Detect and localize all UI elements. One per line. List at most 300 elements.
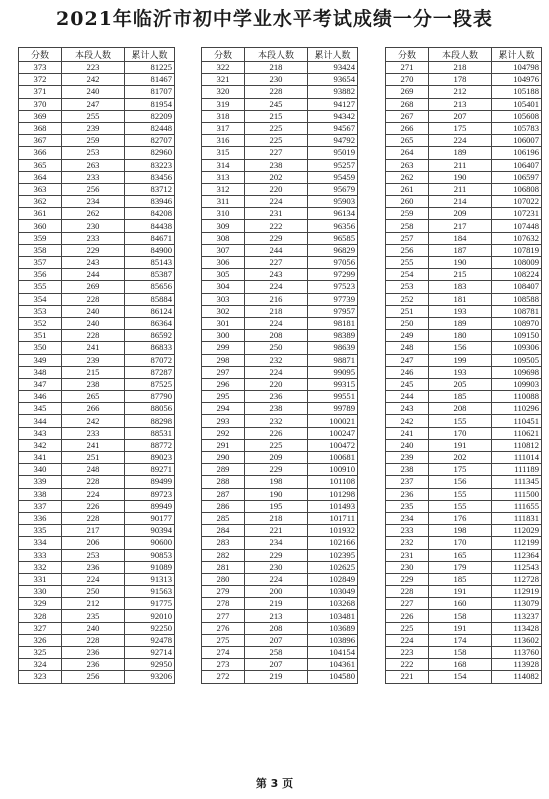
count-cell: 174 <box>429 634 492 646</box>
count-cell: 213 <box>429 98 492 110</box>
score-cell: 264 <box>386 147 429 159</box>
cumulative-cell: 109903 <box>492 378 542 390</box>
table-row <box>202 391 358 403</box>
table-row <box>202 537 358 549</box>
count-cell: 225 <box>245 122 308 134</box>
cumulative-cell: 84900 <box>125 244 175 256</box>
score-cell: 266 <box>386 122 429 134</box>
cumulative-cell: 100910 <box>308 464 358 476</box>
count-cell: 224 <box>245 573 308 585</box>
count-cell: 228 <box>62 330 125 342</box>
cumulative-cell: 94792 <box>308 135 358 147</box>
count-cell: 250 <box>245 342 308 354</box>
cumulative-cell: 81225 <box>125 62 175 74</box>
table-row <box>386 378 542 390</box>
count-cell: 156 <box>429 342 492 354</box>
cumulative-cell: 104976 <box>492 74 542 86</box>
count-cell: 243 <box>245 269 308 281</box>
score-cell: 319 <box>202 98 245 110</box>
score-cell: 362 <box>19 196 62 208</box>
count-cell: 206 <box>62 537 125 549</box>
count-cell: 238 <box>62 378 125 390</box>
score-cell: 237 <box>386 476 429 488</box>
count-cell: 175 <box>429 122 492 134</box>
table-row <box>19 74 175 86</box>
table-row <box>202 122 358 134</box>
cumulative-cell: 89949 <box>125 500 175 512</box>
table-row <box>202 220 358 232</box>
table-row <box>386 525 542 537</box>
score-cell: 255 <box>386 257 429 269</box>
cumulative-cell: 95019 <box>308 147 358 159</box>
table-row <box>386 427 542 439</box>
cumulative-cell: 99315 <box>308 378 358 390</box>
table-row <box>19 342 175 354</box>
table-row <box>202 62 358 74</box>
count-cell: 154 <box>429 671 492 683</box>
count-cell: 269 <box>62 281 125 293</box>
score-cell: 251 <box>386 305 429 317</box>
score-cell: 244 <box>386 391 429 403</box>
count-cell: 224 <box>245 196 308 208</box>
table-row <box>202 634 358 646</box>
count-cell: 241 <box>62 342 125 354</box>
table-row <box>202 257 358 269</box>
score-cell: 308 <box>202 232 245 244</box>
table-row <box>386 147 542 159</box>
cumulative-cell: 100247 <box>308 427 358 439</box>
header-count: 本段人数 <box>245 48 308 62</box>
count-cell: 244 <box>62 269 125 281</box>
page-title: 2021年临沂市初中学业水平考试成绩一分一段表 <box>56 8 493 30</box>
score-cell: 323 <box>19 671 62 683</box>
score-cell: 326 <box>19 634 62 646</box>
score-cell: 260 <box>386 196 429 208</box>
score-cell: 355 <box>19 281 62 293</box>
score-cell: 350 <box>19 342 62 354</box>
count-cell: 225 <box>245 135 308 147</box>
score-cell: 279 <box>202 586 245 598</box>
count-cell: 233 <box>62 427 125 439</box>
count-cell: 228 <box>62 476 125 488</box>
table-row <box>202 208 358 220</box>
count-cell: 224 <box>245 317 308 329</box>
count-cell: 168 <box>429 659 492 671</box>
score-cell: 371 <box>19 86 62 98</box>
cumulative-cell: 98181 <box>308 317 358 329</box>
count-cell: 240 <box>62 305 125 317</box>
count-cell: 228 <box>245 86 308 98</box>
table-row <box>19 98 175 110</box>
cumulative-cell: 112029 <box>492 525 542 537</box>
cumulative-cell: 110621 <box>492 427 542 439</box>
cumulative-cell: 110296 <box>492 403 542 415</box>
table-row <box>19 452 175 464</box>
score-cell: 300 <box>202 330 245 342</box>
count-cell: 236 <box>62 647 125 659</box>
table-row <box>19 500 175 512</box>
score-cell: 261 <box>386 183 429 195</box>
score-cell: 280 <box>202 573 245 585</box>
count-cell: 178 <box>429 74 492 86</box>
score-cell: 315 <box>202 147 245 159</box>
cumulative-cell: 88531 <box>125 427 175 439</box>
table-row <box>19 403 175 415</box>
score-cell: 354 <box>19 293 62 305</box>
table-row <box>202 622 358 634</box>
cumulative-cell: 97056 <box>308 257 358 269</box>
cumulative-cell: 103481 <box>308 610 358 622</box>
count-cell: 224 <box>245 281 308 293</box>
cumulative-cell: 95903 <box>308 196 358 208</box>
cumulative-cell: 98389 <box>308 330 358 342</box>
cumulative-cell: 100681 <box>308 452 358 464</box>
table-row <box>202 610 358 622</box>
score-cell: 328 <box>19 610 62 622</box>
score-cell: 325 <box>19 647 62 659</box>
score-cell: 278 <box>202 598 245 610</box>
table-row <box>19 549 175 561</box>
table-row <box>386 537 542 549</box>
cumulative-cell: 113928 <box>492 659 542 671</box>
cumulative-cell: 86364 <box>125 317 175 329</box>
cumulative-cell: 101493 <box>308 500 358 512</box>
cumulative-cell: 96134 <box>308 208 358 220</box>
table-row <box>386 183 542 195</box>
score-cell: 291 <box>202 439 245 451</box>
count-cell: 195 <box>245 500 308 512</box>
table-row <box>386 281 542 293</box>
cumulative-cell: 106597 <box>492 171 542 183</box>
table-row <box>19 122 175 134</box>
score-cell: 221 <box>386 671 429 683</box>
cumulative-cell: 82448 <box>125 122 175 134</box>
cumulative-cell: 106196 <box>492 147 542 159</box>
count-cell: 231 <box>245 208 308 220</box>
cumulative-cell: 105188 <box>492 86 542 98</box>
count-cell: 160 <box>429 598 492 610</box>
table-row <box>386 171 542 183</box>
table-row <box>202 549 358 561</box>
cumulative-cell: 113079 <box>492 598 542 610</box>
count-cell: 250 <box>62 586 125 598</box>
score-cell: 283 <box>202 537 245 549</box>
count-cell: 193 <box>429 305 492 317</box>
count-cell: 232 <box>245 415 308 427</box>
count-cell: 175 <box>429 464 492 476</box>
score-cell: 273 <box>202 659 245 671</box>
cumulative-cell: 104154 <box>308 647 358 659</box>
score-cell: 239 <box>386 452 429 464</box>
count-cell: 229 <box>245 232 308 244</box>
cumulative-cell: 95679 <box>308 183 358 195</box>
cumulative-cell: 103268 <box>308 598 358 610</box>
table-row <box>19 671 175 683</box>
table-row <box>386 269 542 281</box>
cumulative-cell: 89271 <box>125 464 175 476</box>
count-cell: 215 <box>429 269 492 281</box>
score-cell: 306 <box>202 257 245 269</box>
cumulative-cell: 84671 <box>125 232 175 244</box>
header-cumulative: 累计人数 <box>492 48 542 62</box>
cumulative-cell: 106808 <box>492 183 542 195</box>
table-row <box>19 537 175 549</box>
count-cell: 220 <box>245 183 308 195</box>
cumulative-cell: 109698 <box>492 366 542 378</box>
count-cell: 255 <box>62 110 125 122</box>
table-row <box>19 573 175 585</box>
score-cell: 310 <box>202 208 245 220</box>
table-row <box>386 196 542 208</box>
table-row <box>386 586 542 598</box>
count-cell: 218 <box>245 512 308 524</box>
cumulative-cell: 90600 <box>125 537 175 549</box>
score-cell: 233 <box>386 525 429 537</box>
table-row <box>202 378 358 390</box>
table-row <box>386 305 542 317</box>
count-cell: 224 <box>245 366 308 378</box>
table-row <box>386 98 542 110</box>
count-cell: 198 <box>245 476 308 488</box>
cumulative-cell: 111831 <box>492 512 542 524</box>
table-row <box>386 659 542 671</box>
count-cell: 207 <box>245 659 308 671</box>
cumulative-cell: 100021 <box>308 415 358 427</box>
table-row <box>202 439 358 451</box>
score-cell: 225 <box>386 622 429 634</box>
score-cell: 242 <box>386 415 429 427</box>
score-cell: 243 <box>386 403 429 415</box>
count-cell: 218 <box>245 305 308 317</box>
table-row <box>19 391 175 403</box>
cumulative-cell: 99095 <box>308 366 358 378</box>
table-row <box>202 452 358 464</box>
count-cell: 155 <box>429 488 492 500</box>
cumulative-cell: 91563 <box>125 586 175 598</box>
table-row <box>19 622 175 634</box>
cumulative-cell: 111345 <box>492 476 542 488</box>
count-cell: 230 <box>245 74 308 86</box>
cumulative-cell: 83456 <box>125 171 175 183</box>
score-cell: 298 <box>202 354 245 366</box>
table-row <box>386 354 542 366</box>
table-row <box>202 598 358 610</box>
count-cell: 190 <box>429 257 492 269</box>
cumulative-cell: 90177 <box>125 512 175 524</box>
score-cell: 281 <box>202 561 245 573</box>
count-cell: 183 <box>429 281 492 293</box>
cumulative-cell: 95257 <box>308 159 358 171</box>
score-cell: 292 <box>202 427 245 439</box>
cumulative-cell: 98871 <box>308 354 358 366</box>
count-cell: 215 <box>62 366 125 378</box>
score-cell: 341 <box>19 452 62 464</box>
count-cell: 230 <box>245 561 308 573</box>
cumulative-cell: 100472 <box>308 439 358 451</box>
table-row <box>386 122 542 134</box>
table-row <box>202 671 358 683</box>
score-cell: 331 <box>19 573 62 585</box>
count-cell: 228 <box>62 512 125 524</box>
count-cell: 170 <box>429 427 492 439</box>
count-cell: 227 <box>245 257 308 269</box>
score-cell: 305 <box>202 269 245 281</box>
score-cell: 267 <box>386 110 429 122</box>
cumulative-cell: 111189 <box>492 464 542 476</box>
score-cell: 302 <box>202 305 245 317</box>
table-row <box>386 257 542 269</box>
score-cell: 352 <box>19 317 62 329</box>
table-row <box>19 110 175 122</box>
score-cell: 346 <box>19 391 62 403</box>
table-row <box>202 86 358 98</box>
table-row <box>19 171 175 183</box>
count-cell: 155 <box>429 500 492 512</box>
cumulative-cell: 92478 <box>125 634 175 646</box>
table-row <box>19 183 175 195</box>
count-cell: 190 <box>245 488 308 500</box>
score-cell: 359 <box>19 232 62 244</box>
table-row <box>386 561 542 573</box>
score-cell: 248 <box>386 342 429 354</box>
score-cell: 223 <box>386 647 429 659</box>
table-row <box>386 415 542 427</box>
table-row <box>19 135 175 147</box>
score-cell: 360 <box>19 220 62 232</box>
count-cell: 215 <box>245 110 308 122</box>
score-cell: 313 <box>202 171 245 183</box>
count-cell: 202 <box>245 171 308 183</box>
cumulative-cell: 81707 <box>125 86 175 98</box>
score-cell: 311 <box>202 196 245 208</box>
count-cell: 259 <box>62 135 125 147</box>
count-cell: 229 <box>62 244 125 256</box>
score-cell: 256 <box>386 244 429 256</box>
cumulative-cell: 113760 <box>492 647 542 659</box>
count-cell: 229 <box>245 464 308 476</box>
score-cell: 342 <box>19 439 62 451</box>
table-row <box>19 86 175 98</box>
score-cell: 250 <box>386 317 429 329</box>
score-cell: 366 <box>19 147 62 159</box>
table-row <box>386 610 542 622</box>
count-cell: 220 <box>245 378 308 390</box>
count-cell: 232 <box>245 354 308 366</box>
score-cell: 258 <box>386 220 429 232</box>
count-cell: 247 <box>62 98 125 110</box>
score-cell: 294 <box>202 403 245 415</box>
count-cell: 239 <box>62 122 125 134</box>
count-cell: 217 <box>429 220 492 232</box>
count-cell: 219 <box>245 671 308 683</box>
table-row <box>386 598 542 610</box>
table-row <box>386 391 542 403</box>
score-cell: 364 <box>19 171 62 183</box>
score-cell: 338 <box>19 488 62 500</box>
table-row <box>202 269 358 281</box>
table-row <box>386 512 542 524</box>
count-cell: 263 <box>62 159 125 171</box>
count-cell: 189 <box>429 147 492 159</box>
table-row <box>202 183 358 195</box>
count-cell: 207 <box>245 634 308 646</box>
table-row <box>202 244 358 256</box>
score-cell: 317 <box>202 122 245 134</box>
table-row <box>19 476 175 488</box>
cumulative-cell: 88772 <box>125 439 175 451</box>
page-number: 第 3 页 <box>255 777 294 790</box>
score-table-1 <box>18 47 175 684</box>
score-cell: 245 <box>386 378 429 390</box>
cumulative-cell: 101298 <box>308 488 358 500</box>
cumulative-cell: 103689 <box>308 622 358 634</box>
table-row <box>386 452 542 464</box>
header-score: 分数 <box>386 48 429 62</box>
score-cell: 340 <box>19 464 62 476</box>
count-cell: 262 <box>62 208 125 220</box>
score-cell: 320 <box>202 86 245 98</box>
count-cell: 216 <box>245 293 308 305</box>
cumulative-cell: 101932 <box>308 525 358 537</box>
score-cell: 363 <box>19 183 62 195</box>
count-cell: 211 <box>429 159 492 171</box>
cumulative-cell: 109150 <box>492 330 542 342</box>
cumulative-cell: 106007 <box>492 135 542 147</box>
table-row <box>202 293 358 305</box>
count-cell: 193 <box>429 366 492 378</box>
cumulative-cell: 112728 <box>492 573 542 585</box>
score-cell: 272 <box>202 671 245 683</box>
cumulative-cell: 99789 <box>308 403 358 415</box>
table-row <box>386 549 542 561</box>
cumulative-cell: 111014 <box>492 452 542 464</box>
score-cell: 271 <box>386 62 429 74</box>
cumulative-cell: 83946 <box>125 196 175 208</box>
cumulative-cell: 97957 <box>308 305 358 317</box>
count-cell: 241 <box>62 439 125 451</box>
count-cell: 233 <box>62 171 125 183</box>
table-row <box>19 647 175 659</box>
count-cell: 240 <box>62 317 125 329</box>
count-cell: 158 <box>429 610 492 622</box>
score-cell: 314 <box>202 159 245 171</box>
cumulative-cell: 103049 <box>308 586 358 598</box>
score-cell: 240 <box>386 439 429 451</box>
table-row <box>202 354 358 366</box>
count-cell: 213 <box>245 610 308 622</box>
cumulative-cell: 93206 <box>125 671 175 683</box>
header-cumulative: 累计人数 <box>125 48 175 62</box>
cumulative-cell: 102166 <box>308 537 358 549</box>
score-cell: 290 <box>202 452 245 464</box>
count-cell: 256 <box>62 671 125 683</box>
score-cell: 254 <box>386 269 429 281</box>
table-row <box>19 488 175 500</box>
cumulative-cell: 107022 <box>492 196 542 208</box>
score-cell: 345 <box>19 403 62 415</box>
count-cell: 222 <box>245 220 308 232</box>
table-row <box>202 586 358 598</box>
count-cell: 238 <box>245 403 308 415</box>
score-cell: 230 <box>386 561 429 573</box>
score-cell: 368 <box>19 122 62 134</box>
score-cell: 372 <box>19 74 62 86</box>
table-row <box>19 159 175 171</box>
cumulative-cell: 89723 <box>125 488 175 500</box>
cumulative-cell: 105401 <box>492 98 542 110</box>
score-cell: 353 <box>19 305 62 317</box>
table-row <box>19 317 175 329</box>
